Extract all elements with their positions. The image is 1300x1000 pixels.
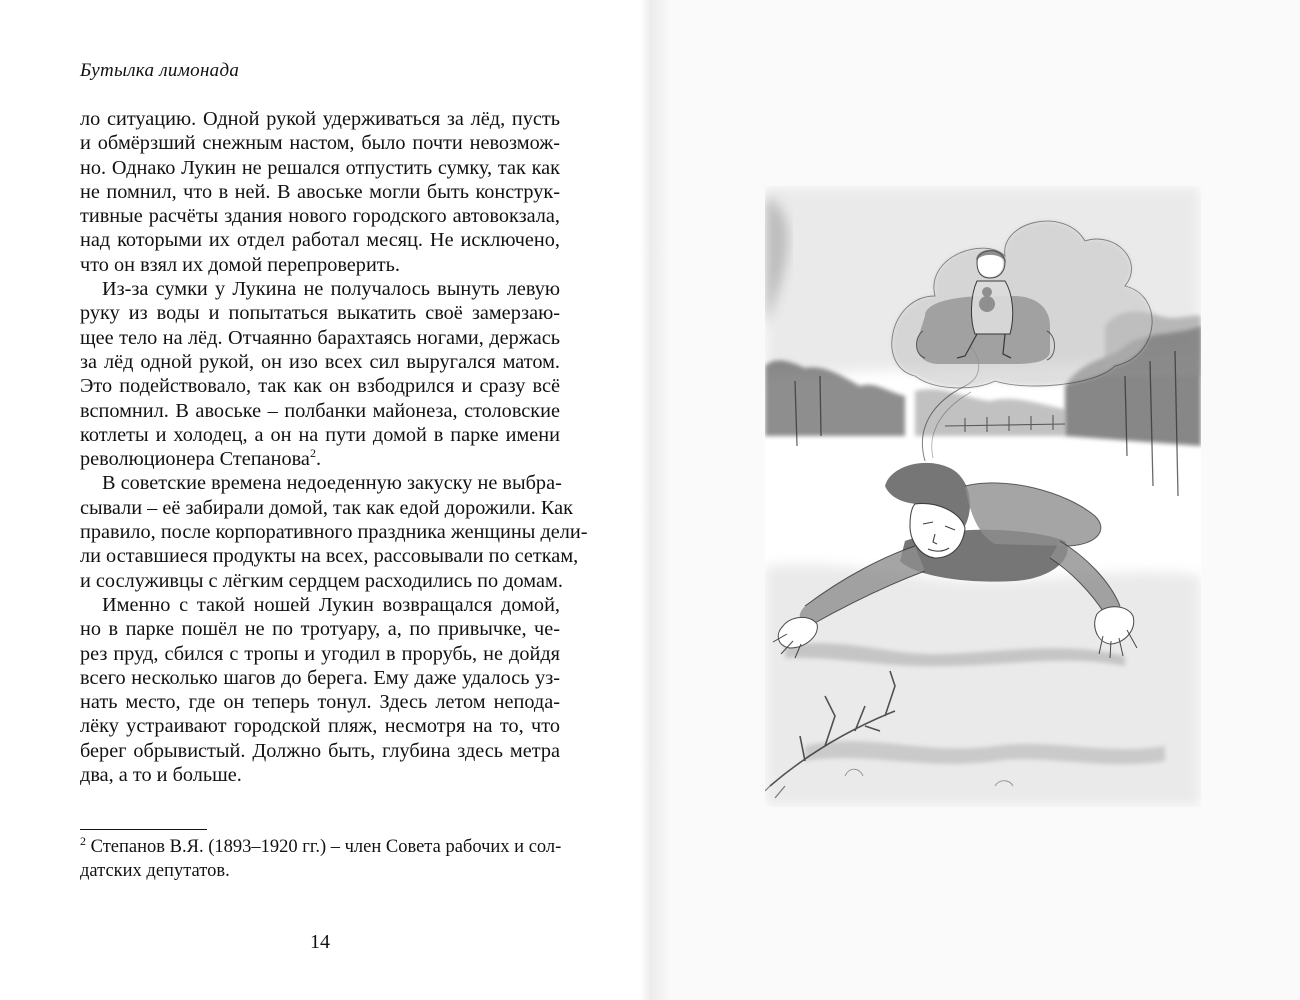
text-line: лёку устраивают городской пляж, несмотря на то, что [80, 715, 560, 738]
text-line: вспомнил. В авоське – полбанки майонеза, столовские [80, 399, 560, 422]
text-line: но в парке пошёл не по тротуару, а, по привычке, че- [80, 618, 560, 641]
text-line: тивные расчёты здания нового городского автовокзала, [80, 205, 560, 228]
text-line: над которыми их отдел работал месяц. Не исключено, [80, 229, 560, 252]
text-line: ли оставшиеся продукты на всех, рассовывали по сеткам, [80, 545, 579, 568]
paragraph-4 [80, 593, 560, 787]
text-line: ло ситуацию. Одной рукой удерживаться за лёд, пусть [80, 108, 560, 130]
text-line-tail: . [315, 448, 322, 471]
left-page [0, 0, 640, 1000]
text-line: всего несколько шагов до берега. Ему даже удалось уз- [80, 666, 560, 689]
running-head: Бутылка лимонада [80, 60, 240, 81]
paragraph-2 [80, 277, 560, 471]
text-line: рез пруд, сбился с тропы и угодил в прорубь, не дойдя [80, 642, 560, 665]
text-line: за лёд одной рукой, он изо всех сил выругался матом. [80, 350, 560, 373]
illustration [765, 186, 1201, 807]
text-line: но. Однако Лукин не решался отпустить сумку, так как [80, 156, 560, 179]
footnote-text: Степанов В.Я. (1893–1920 гг.) – член Совета рабочих и сол- [90, 837, 562, 857]
teddy-bear [979, 296, 995, 312]
text-line: котлеты и холодец, а он на пути домой в парке имени [80, 423, 560, 446]
paragraph-1 [80, 107, 560, 277]
text-line: и обмёрзший снежным настом, было почти невозмож- [80, 132, 560, 155]
text-line: щее тело на лёд. Отчаянно барахтаясь ногами, держась [80, 326, 560, 349]
text-line: и сослуживцы с лёгким сердцем расходились по домам. [80, 569, 563, 592]
text-line: В советские времена недоеденную закуску не выбра- [102, 472, 562, 495]
text-line: Это подействовало, так как он взбодрился и сразу всё [80, 375, 560, 398]
text-line: берег обрывистый. Должно быть, глубина здесь метра [80, 739, 560, 762]
text-line-content: революционера Степанова [80, 448, 310, 471]
page-number: 14 [310, 931, 330, 953]
text-line [80, 447, 560, 471]
text-line: правило, после корпоративного праздника женщины дели- [80, 521, 588, 544]
book-gutter [640, 0, 670, 1000]
footnote-line: датских депутатов. [80, 861, 230, 881]
footnote-marker: 2 [80, 833, 86, 848]
illustration-drawing [765, 186, 1201, 807]
text-line: Именно с такой ношей Лукин возвращался домой, [102, 593, 560, 616]
text-line: Из-за сумки у Лукина не получалось вынуть левую [102, 278, 560, 301]
text-line: нать место, где он теперь тонул. Здесь летом непода- [80, 691, 560, 714]
paragraph-3 [80, 471, 588, 592]
footnote-divider [80, 829, 207, 830]
footnote-line [80, 835, 560, 859]
text-line: не помнил, что в ней. В авоське могли быть конструк- [80, 180, 560, 203]
text-line: что он взял их домой перепроверить. [80, 253, 400, 276]
footnote-reference[interactable]: 2 [309, 446, 316, 461]
text-line: два, а то и больше. [80, 764, 242, 787]
text-line: сывали – её забирали домой, так как едой дорожили. Как [80, 496, 573, 519]
text-line: руку из воды и попытаться выкатить своё замерзаю- [80, 302, 560, 325]
body-text [80, 107, 588, 787]
footnote [80, 835, 560, 883]
